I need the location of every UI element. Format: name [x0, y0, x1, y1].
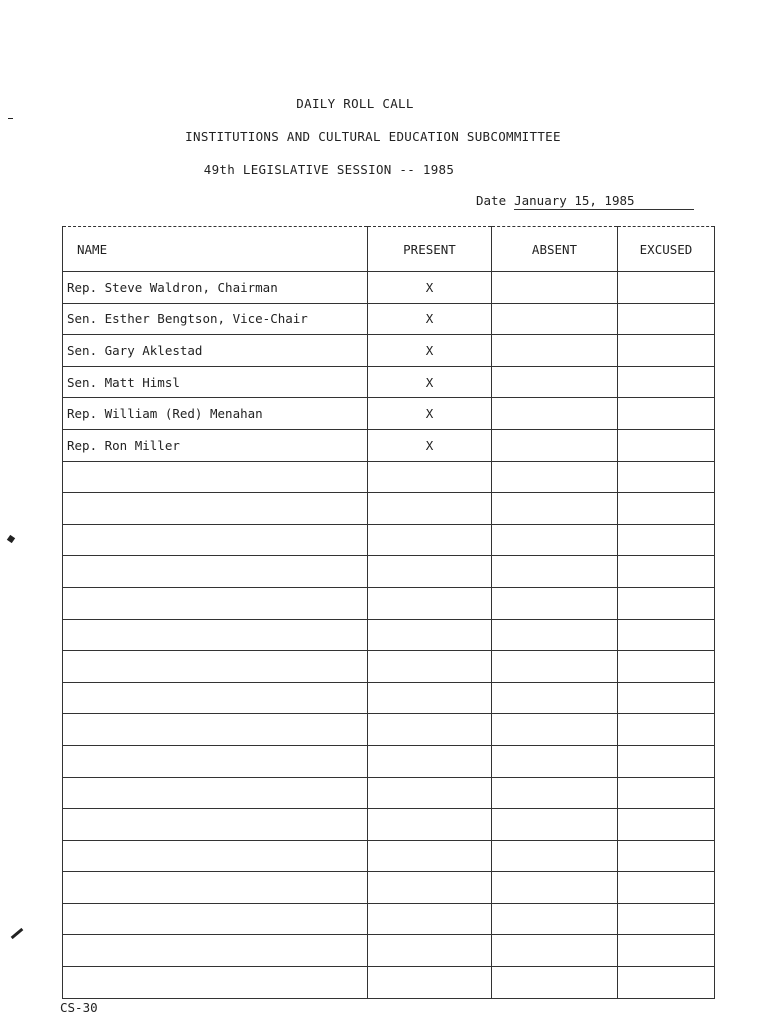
excused-cell	[618, 272, 715, 304]
member-name-cell	[63, 935, 368, 967]
absent-cell	[492, 303, 618, 335]
absent-cell	[492, 619, 618, 651]
present-cell: X	[368, 398, 492, 430]
present-cell	[368, 556, 492, 588]
excused-cell	[618, 587, 715, 619]
table-row	[63, 872, 715, 904]
absent-cell	[492, 556, 618, 588]
present-cell	[368, 745, 492, 777]
excused-cell	[618, 524, 715, 556]
excused-cell	[618, 714, 715, 746]
present-cell	[368, 777, 492, 809]
member-name-cell	[63, 809, 368, 841]
excused-cell	[618, 461, 715, 493]
member-name-cell: Rep. Steve Waldron, Chairman	[63, 272, 368, 304]
present-cell: X	[368, 335, 492, 367]
table-header-row	[63, 227, 715, 272]
excused-cell	[618, 398, 715, 430]
absent-cell	[492, 366, 618, 398]
table-row	[63, 366, 715, 398]
table-row	[63, 714, 715, 746]
table-row	[63, 524, 715, 556]
excused-cell	[618, 493, 715, 525]
excused-cell	[618, 682, 715, 714]
absent-cell	[492, 272, 618, 304]
roll-call-table	[62, 226, 715, 999]
present-cell: X	[368, 366, 492, 398]
absent-cell	[492, 714, 618, 746]
member-name-cell	[63, 587, 368, 619]
excused-cell	[618, 903, 715, 935]
absent-cell	[492, 935, 618, 967]
table-row	[63, 398, 715, 430]
absent-cell	[492, 335, 618, 367]
table-row	[63, 619, 715, 651]
scan-artifact	[11, 928, 24, 939]
form-code: CS-30	[60, 1000, 98, 1015]
present-cell: X	[368, 303, 492, 335]
excused-cell	[618, 619, 715, 651]
absent-cell	[492, 429, 618, 461]
member-name-cell	[63, 714, 368, 746]
table-row	[63, 461, 715, 493]
table-row	[63, 967, 715, 999]
present-cell	[368, 682, 492, 714]
member-name-cell	[63, 903, 368, 935]
table-row	[63, 651, 715, 683]
table-row	[63, 493, 715, 525]
absent-cell	[492, 745, 618, 777]
present-cell	[368, 619, 492, 651]
scan-artifact	[8, 118, 13, 119]
present-cell	[368, 524, 492, 556]
absent-cell	[492, 777, 618, 809]
table-row	[63, 682, 715, 714]
date-block	[476, 193, 694, 210]
absent-cell	[492, 461, 618, 493]
present-cell	[368, 809, 492, 841]
present-cell	[368, 714, 492, 746]
member-name-cell: Sen. Gary Aklestad	[63, 335, 368, 367]
absent-cell	[492, 587, 618, 619]
present-cell: X	[368, 272, 492, 304]
table-row	[63, 335, 715, 367]
table-row	[63, 809, 715, 841]
absent-cell	[492, 872, 618, 904]
page-title: DAILY ROLL CALL	[296, 96, 414, 111]
excused-cell	[618, 335, 715, 367]
absent-cell	[492, 967, 618, 999]
member-name-cell	[63, 967, 368, 999]
member-name-cell	[63, 682, 368, 714]
member-name-cell	[63, 872, 368, 904]
member-name-cell	[63, 651, 368, 683]
present-cell	[368, 587, 492, 619]
present-cell	[368, 493, 492, 525]
table-row	[63, 840, 715, 872]
excused-cell	[618, 745, 715, 777]
column-header-absent: ABSENT	[492, 227, 618, 272]
member-name-cell: Rep. Ron Miller	[63, 429, 368, 461]
committee-name: INSTITUTIONS AND CULTURAL EDUCATION SUBCOMMITTEE	[185, 129, 561, 144]
absent-cell	[492, 809, 618, 841]
member-name-cell	[63, 777, 368, 809]
excused-cell	[618, 809, 715, 841]
table-row	[63, 272, 715, 304]
table-row	[63, 777, 715, 809]
absent-cell	[492, 840, 618, 872]
absent-cell	[492, 903, 618, 935]
excused-cell	[618, 967, 715, 999]
member-name-cell	[63, 493, 368, 525]
roll-call-body	[63, 272, 715, 999]
present-cell	[368, 840, 492, 872]
absent-cell	[492, 524, 618, 556]
present-cell	[368, 461, 492, 493]
session-name: 49th LEGISLATIVE SESSION -- 1985	[203, 162, 455, 177]
column-header-excused: EXCUSED	[618, 227, 715, 272]
table-row	[63, 556, 715, 588]
present-cell	[368, 872, 492, 904]
table-row	[63, 745, 715, 777]
table-row	[63, 903, 715, 935]
excused-cell	[618, 429, 715, 461]
table-row	[63, 587, 715, 619]
table-row	[63, 935, 715, 967]
excused-cell	[618, 303, 715, 335]
member-name-cell: Sen. Esther Bengtson, Vice-Chair	[63, 303, 368, 335]
member-name-cell	[63, 619, 368, 651]
member-name-cell	[63, 461, 368, 493]
column-header-present: PRESENT	[368, 227, 492, 272]
excused-cell	[618, 935, 715, 967]
absent-cell	[492, 682, 618, 714]
column-header-name: NAME	[63, 227, 368, 272]
present-cell	[368, 903, 492, 935]
member-name-cell	[63, 745, 368, 777]
member-name-cell	[63, 840, 368, 872]
member-name-cell	[63, 524, 368, 556]
member-name-cell: Sen. Matt Himsl	[63, 366, 368, 398]
excused-cell	[618, 872, 715, 904]
present-cell	[368, 651, 492, 683]
table-row	[63, 303, 715, 335]
excused-cell	[618, 651, 715, 683]
present-cell: X	[368, 429, 492, 461]
present-cell	[368, 967, 492, 999]
excused-cell	[618, 840, 715, 872]
table-row	[63, 429, 715, 461]
absent-cell	[492, 398, 618, 430]
date-label: Date	[476, 193, 507, 208]
excused-cell	[618, 556, 715, 588]
excused-cell	[618, 777, 715, 809]
present-cell	[368, 935, 492, 967]
scan-artifact	[7, 535, 15, 543]
member-name-cell: Rep. William (Red) Menahan	[63, 398, 368, 430]
excused-cell	[618, 366, 715, 398]
absent-cell	[492, 651, 618, 683]
absent-cell	[492, 493, 618, 525]
date-value: January 15, 1985	[514, 193, 694, 210]
member-name-cell	[63, 556, 368, 588]
